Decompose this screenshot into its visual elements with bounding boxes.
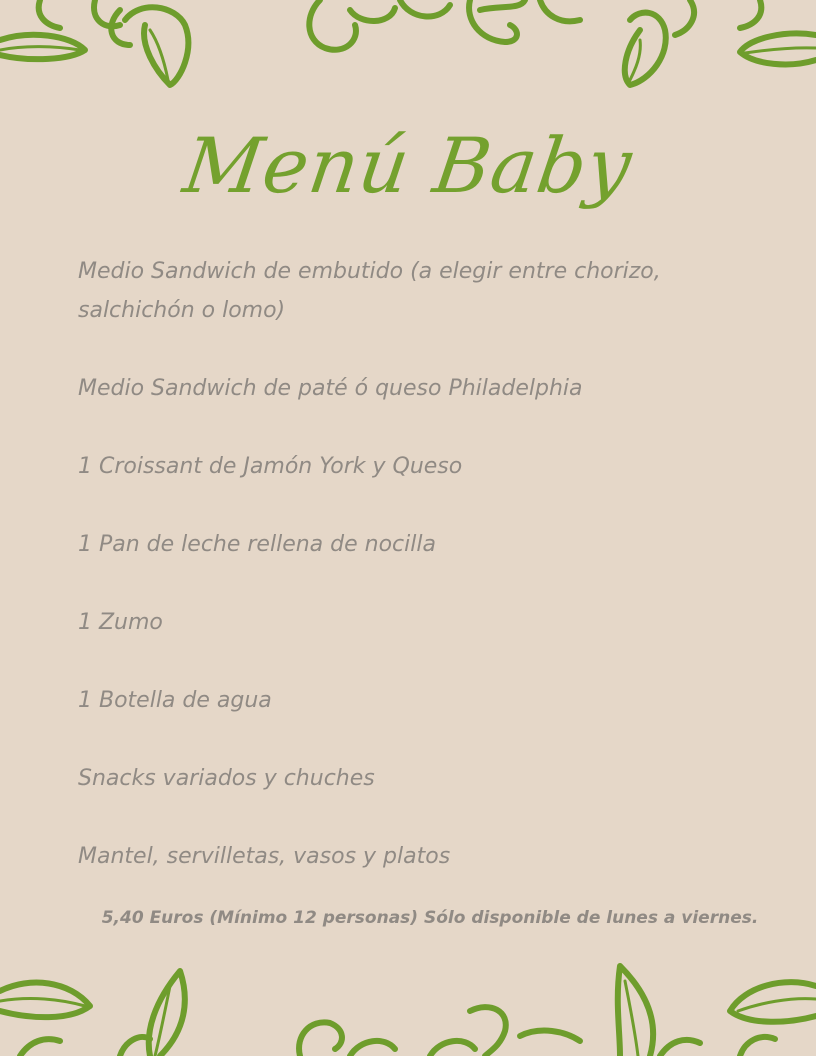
menu-item: Mantel, servilletas, vasos y platos bbox=[78, 844, 451, 869]
menu-item: 1 Zumo bbox=[78, 610, 163, 635]
vine-border-bottom bbox=[0, 961, 816, 1056]
menu-item: 1 Croissant de Jamón York y Queso bbox=[78, 454, 463, 479]
page-title: Menú Baby bbox=[178, 121, 638, 210]
price-footer: 5,40 Euros (Mínimo 12 personas) Sólo disponible de lunes a viernes. bbox=[101, 908, 759, 928]
menu-list bbox=[78, 252, 718, 915]
menu-item: 1 Botella de agua bbox=[78, 688, 272, 713]
menu-item: 1 Pan de leche rellena de nocilla bbox=[78, 532, 436, 557]
menu-item: Snacks variados y chuches bbox=[78, 766, 375, 791]
menu-item: Medio Sandwich de embutido (a elegir entre chorizo, salchichón o lomo) bbox=[78, 259, 661, 323]
menu-item: Medio Sandwich de paté ó queso Philadelphia bbox=[78, 376, 583, 401]
vine-border-top bbox=[0, 0, 816, 95]
